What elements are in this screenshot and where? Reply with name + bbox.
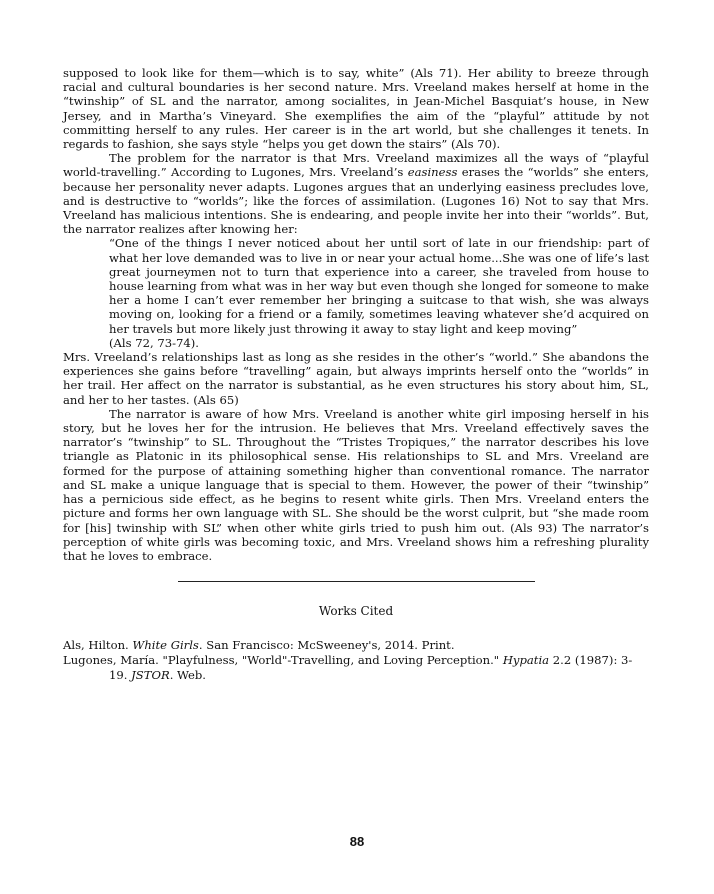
paragraph-3: Mrs. Vreeland’s relationships last as long as she resides in the other’s “world.” She abandons the experiences she gains before “travelling” again, but always imprints herself onto the “worlds” in her trail. Her affect on the narrator is substantial, as he even structures his story about him, SL, and her to her tastes. (Als 65) — [63, 350, 649, 407]
reference-item — [63, 653, 649, 683]
emphasis-easiness: easiness — [407, 165, 458, 180]
body-text — [63, 66, 649, 563]
block-quote: “One of the things I never noticed about her until sort of late in our friendship: part of what her love demanded was to live in or near your actual home...She was one of life’s last great journeymen not to turn that experience into a career, she traveled from house to house learning from what was in her way but even though she longed for someone to make her a home I can’t ever remember her bringing a suitcase to that wish, she was always moving on, looking for a friend or a family, sometimes leaving whatever she’d acquired on her travels but more likely just throwing it away to stay light and keep moving” — [109, 236, 649, 336]
reference-author-als: Als, Hilton. — [63, 638, 133, 653]
reference-publisher-als: . San Francisco: McSweeney's, 2014. Print. — [198, 638, 455, 653]
paper-page — [63, 66, 649, 683]
works-cited-list — [63, 638, 649, 683]
reference-database-jstor: JSTOR — [131, 668, 170, 683]
reference-journal-hypatia: Hypatia — [502, 653, 550, 668]
reference-medium-lugones: . Web. — [169, 668, 206, 683]
paragraph-2 — [63, 151, 649, 236]
paragraph-2-part-1: The problem for the narrator is that Mrs. Vreeland maximizes all the ways of “playful world-travelling.” According to Lugones, Mrs. Vreeland’s — [63, 151, 649, 180]
block-quote-citation: (Als 72, 73-74). — [109, 335, 199, 350]
reference-author-lugones: Lugones, María. "Playfulness, "World"-Travelling, and Loving Perception." — [63, 653, 503, 668]
reference-item — [63, 638, 649, 653]
section-divider — [178, 581, 535, 582]
paragraph-4: The narrator is aware of how Mrs. Vreeland is another white girl imposing herself in his story, but he loves her for the intrusion. He believes that Mrs. Vreeland effectively saves the narrator’s “twinship” to SL. Throughout the “Tristes Tropiques,” the narrator describes his love triangle as Platonic in its philosophical sense. His relationships to SL and Mrs. Vreeland are formed for the purpose of attaining something higher than conventional romance. The narrator and SL make a unique language that is special to them. However, the power of their “twinship” has a pernicious side effect, as he begins to resent white girls. Then Mrs. Vreeland enters the picture and forms her own language with SL. She should be the worst culprit, but “she made room for [his] twinship with SL” when other white girls tried to push him out. (Als 93) The narrator’s perception of white girls was becoming toxic, and Mrs. Vreeland shows him a refreshing plurality that he loves to embrace. — [63, 406, 649, 563]
works-cited-heading: Works Cited — [318, 604, 394, 619]
paragraph-1: supposed to look like for them—which is to say, white” (Als 71). Her ability to breeze through racial and cultural boundaries is her second nature. Mrs. Vreeland makes herself at home in the “twinship” of SL and the narrator, among socialites, in Jean-Michel Basquiat’s house, in New Jersey, and in Martha’s Vineyard. She exemplifies the aim of the “playful” attitude by not committing herself to any rules. Her career is in the art world, but she challenges it tenets. In regards to fashion, she says style “helps you get down the stairs” (Als 70). — [63, 66, 649, 152]
reference-title-white-girls: White Girls — [132, 638, 199, 653]
reference-volume-lugones: 2.2 (1987): 3-19. — [109, 653, 633, 683]
paragraph-2-part-2: erases the “worlds” she enters, because her personality never adapts. Lugones argues that an underlying easiness precludes love, and is destructive to “worlds”; like the forces of assimilation. (Lugones 16) Not to say that Mrs. Vreeland has malicious intentions. She is endearing, and people invite her into their “worlds”. But, the narrator realizes after knowing her: — [63, 165, 649, 237]
page-number: 88 — [349, 834, 365, 849]
